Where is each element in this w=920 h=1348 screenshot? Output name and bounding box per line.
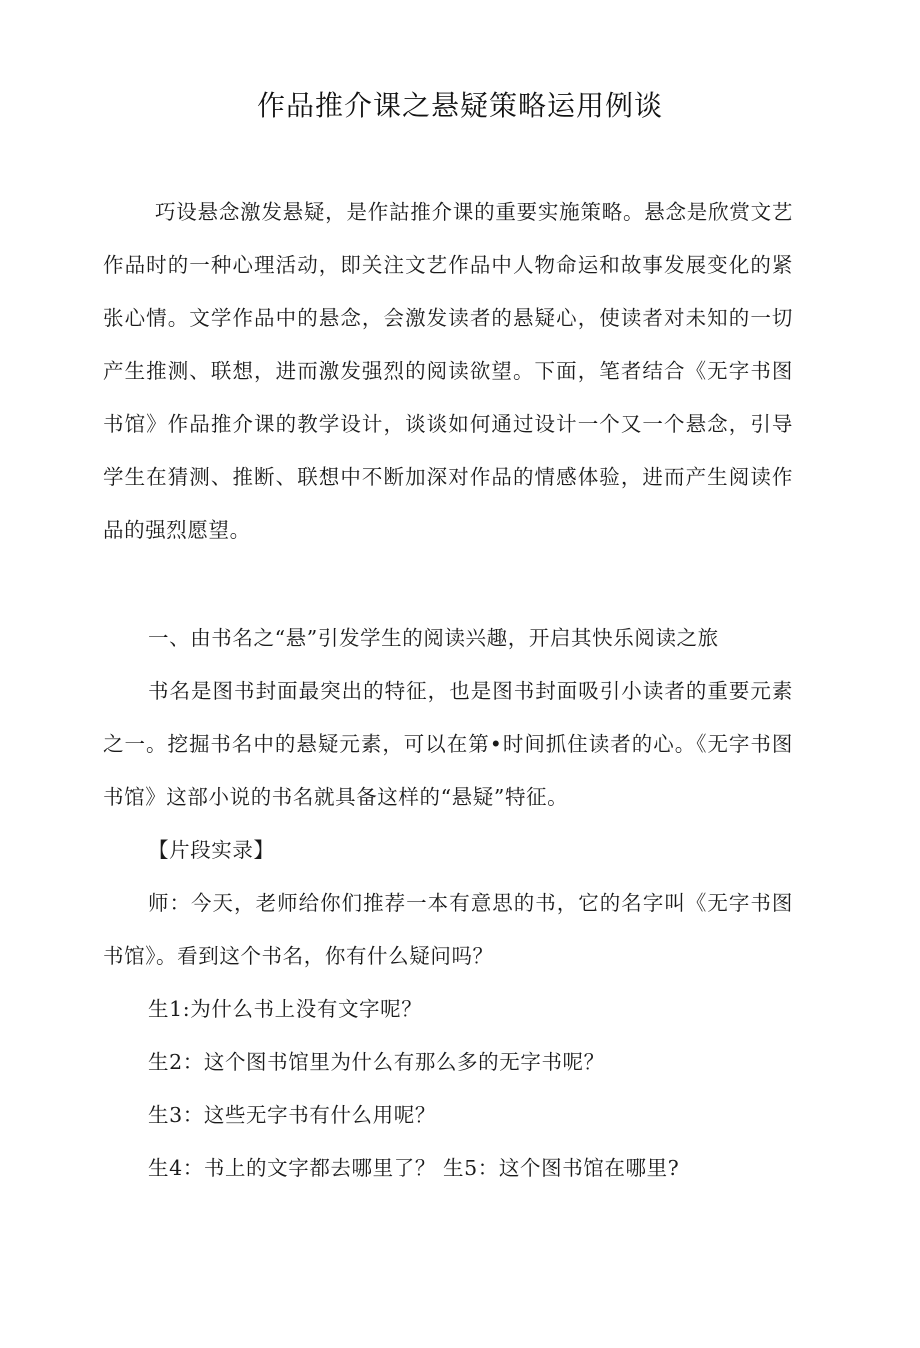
student-line-3: 生3：这些无字书有什么用呢？: [148, 1103, 436, 1127]
teacher-line: 师：今天，老师给你们推荐一本有意思的书，它的名字叫《无字书图书馆》。看到这个书名，你有什么疑问吗？: [103, 891, 793, 968]
student-line-2: 生2：这个图书馆里为什么有那么多的无字书呢？: [148, 1050, 605, 1074]
section-paragraph: 书名是图书封面最突出的特征，也是图书封面吸引小读者的重要元素之一。挖掘书名中的悬疑元素，可以在第•时间抓住读者的心。《无字书图书馆》这部小说的书名就具备这样的“悬疑”特征。: [103, 679, 793, 809]
record-label: 【片段实录】: [148, 838, 275, 862]
student-line-1: 生1:为什么书上没有文字呢？: [148, 997, 423, 1021]
document-title: 作品推介课之悬疑策略运用例谈: [256, 89, 663, 122]
section-one: [103, 612, 793, 1195]
student-line-4-5: 生4：书上的文字都去哪里了？ 生5：这个图书馆在哪里?: [148, 1156, 680, 1180]
section-heading: 一、由书名之“悬”引发学生的阅读兴趣，开启其快乐阅读之旅: [148, 626, 719, 650]
intro-section: [103, 186, 793, 557]
intro-paragraph: 巧设悬念激发悬疑，是作詁推介课的重要实施策略。悬念是欣赏文艺作品时的一种心理活动，即关注文艺作品中人物命运和故事发展变化的紧张心情。文学作品中的悬念，会激发读者的悬疑心，使读者对未知的一切产生推测、联想，进而激发强烈的阅读欲望。下面，笔者结合《无字书图书馆》作品推介课的教学设计，谈谈如何通过设计一个又一个悬念，引导学生在猜测、推断、联想中不断加深对作品的情感体验，进而产生阅读作品的强烈愿望。: [103, 200, 793, 542]
